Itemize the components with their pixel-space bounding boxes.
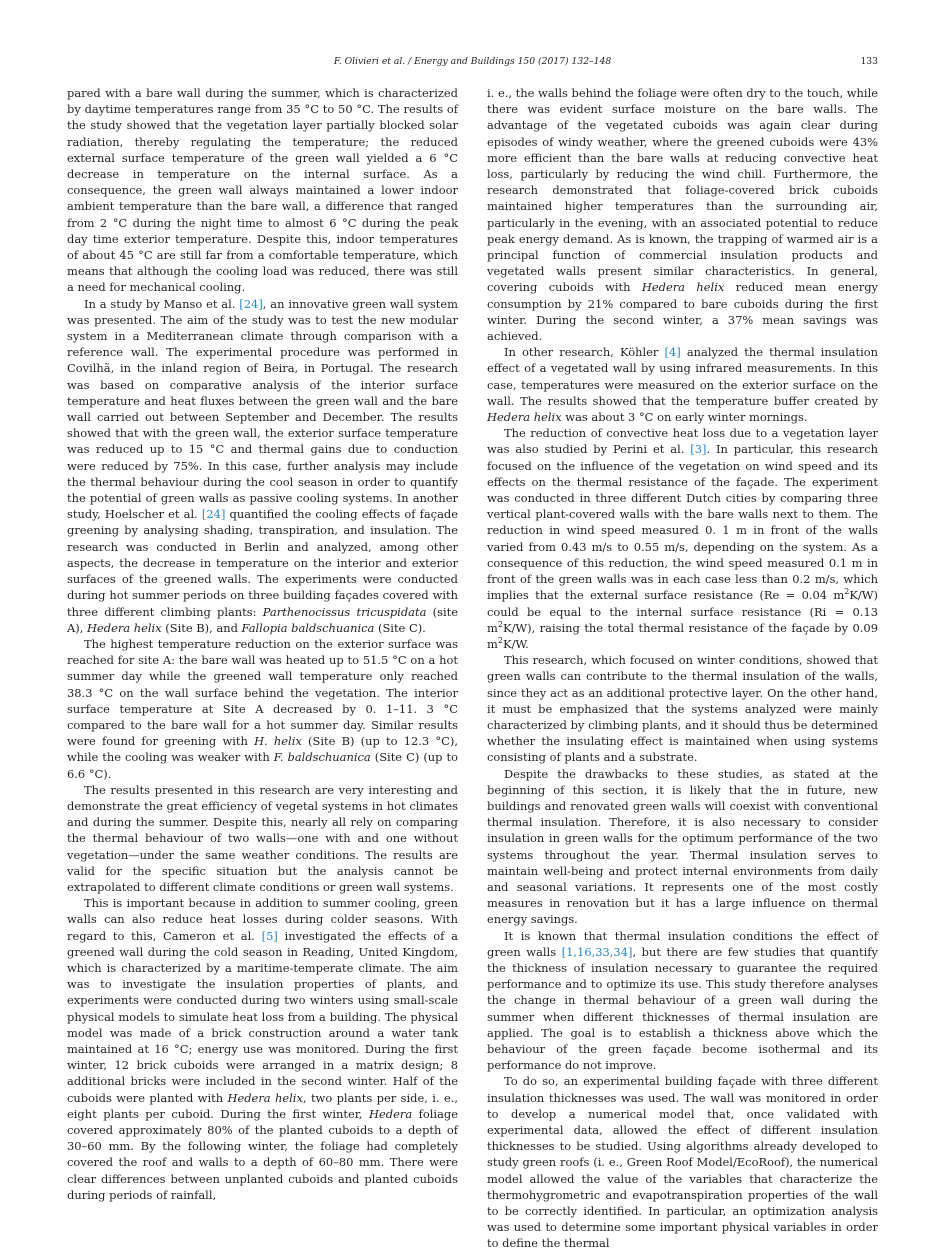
- paragraph: In a study by Manso et al. [24], an innovative green wall system was presented. The aim of the study was to test the new modular system in a Mediterranean climate through comparison with a reference wall. The experimental procedure was performed in Covilhã, in the inland region of Beira, in Portugal. The research was based on comparative analysis of the interior surface temperature and heat fluxes between the green wall and the bare wall carried out between September and December. The results showed that with the green wall, the exterior surface temperature was reduced up to 15 °C and thermal gains due to conduction were reduced by 75%. In this case, further analysis may include the thermal behaviour during the cool season in order to quantify the potential of green walls as passive cooling systems. In another study, Hoelscher et al. [24] quantified the cooling effects of façade greening by analysing shading, transpiration, and insulation. The research was conducted in Berlin and analyzed, among other aspects, the decrease in temperature on the interior and exterior surfaces of the greened walls. The experiments were conducted during hot summer periods on three building façades covered with three different climbing plants: Parthenocissus tricuspidata (site A), Hedera helix (Site B), and Fallopia baldschuanica (Site C).: [67, 296, 458, 635]
- citation-link[interactable]: [5]: [261, 928, 278, 943]
- paragraph: The results presented in this research are very interesting and demonstrate the great efficiency of vegetal systems in hot climates and during the summer. Despite this, nearly all rely on comparing the thermal behaviour of two walls—one with and one without vegetation—under the same weather conditions. The results are valid for the specific situation but the analysis cannot be extrapolated to different climate conditions or green wall systems.: [67, 782, 458, 894]
- citation-link[interactable]: [1,16,33,34]: [561, 944, 633, 959]
- running-header: [67, 56, 878, 70]
- paragraph: The reduction of convective heat loss due to a vegetation layer was also studied by Perini et al. [3]. In particular, this research focused on the influence of the vegetation on wind speed and its effects on the thermal resistance of the façade. The experiment was conducted in three different Dutch cities by comparing three vertical plant-covered walls with the bare walls next to them. The reduction in wind speed measured 0. 1 m in front of the walls varied from 0.43 m/s to 0.55 m/s, depending on the system. As a consequence of this reduction, the wind speed measured 0.1 m in front of the green walls was in each case less than 0.2 m/s, which implies that the external surface resistance (Re = 0.04 $m^2K/W$) could be equal to the internal surface resistance (Ri = 0.13 $m^2K/W$), raising the total thermal resistance of the façade by 0.09 $m^2K/W$.: [487, 426, 878, 651]
- journal-citation: F. Olivieri et al. / Energy and Buildings 150 (2017) 132–148: [333, 56, 612, 67]
- citation-link[interactable]: [4]: [664, 345, 681, 360]
- paragraph: This research, which focused on winter conditions, showed that green walls can contribute to the thermal insulation of the walls, since they act as an additional protective layer. On the other hand, it must be emphasized that the systems analyzed were mainly characterized by climbing plants, and it should thus be determined whether the insulating effect is maintained when using systems consisting of plants and a substrate.: [487, 653, 878, 765]
- paragraph: The highest temperature reduction on the exterior surface was reached for site A: the bare wall was heated up to 51.5 °C on a hot summer day while the greened wall temperature only reached 38.3 °C on the wall surface behind the vegetation. The interior surface temperature at Site A decreased by 0. 1–11. 3 °C compared to the bare wall for a hot summer day. Similar results were found for greening with H. helix (Site B) (up to 12.3 °C), while the cooling was weaker with F. baldschuanica (Site C) (up to 6.6 °C).: [67, 636, 458, 781]
- paragraph: It is known that thermal insulation conditions the effect of green walls [1,16,33,34], but there are few studies that quantify the thickness of insulation necessary to guarantee the required performance and to optimize its use. This study therefore analyses the change in thermal behaviour of a green wall during the summer when different thicknesses of thermal insulation are applied. The goal is to establish a thickness above which the behaviour of the green façade become isothermal and its performance do not improve.: [487, 928, 878, 1073]
- paragraph: To do so, an experimental building façade with three different insulation thicknesses was used. The wall was monitored in order to develop a numerical model that, once validated with experimental data, allowed the effect of different insulation thicknesses to be studied. Using algorithms already developed to study green roofs (i. e., Green Roof Model/EcoRoof), the numerical model allowed the value of the variables that characterize the thermohygrometric and evapotranspiration properties of the wall to be correctly identified. In particular, an optimization analysis was used to determine some important physical variables in order to define the thermal: [487, 1074, 878, 1251]
- right-column: [487, 85, 878, 1252]
- paragraph: pared with a bare wall during the summer, which is characterized by daytime temperatures range from 35 °C to 50 °C. The results of the study showed that the vegetation layer partially blocked solar radiation, thereby regulating the temperature; the reduced external surface temperature of the green wall yielded a 6 °C decrease in temperature on the internal surface. As a consequence, the green wall always maintained a lower indoor ambient temperature than the bare wall, a difference that ranged from 2 °C during the night time to almost 6 °C during the peak day time exterior temperature. Despite this, indoor temperatures of about 45 °C are still far from a comfortable temperature, which means that although the cooling load was reduced, there was still a need for mechanical cooling.: [67, 86, 458, 295]
- page-number: 133: [860, 56, 878, 67]
- left-column: [67, 85, 458, 1203]
- citation-link[interactable]: [3]: [690, 442, 707, 457]
- citation-link[interactable]: [24]: [201, 507, 226, 522]
- paragraph: This is important because in addition to summer cooling, green walls can also reduce heat losses during colder seasons. With regard to this, Cameron et al. [5] investigated the effects of a greened wall during the cold season in Reading, United Kingdom, which is characterized by a maritime-temperate climate. The aim was to investigate the insulation properties of plants, and experiments were conducted during two winters using small-scale physical models to simulate heat loss from a building. The physical model was made of a brick construction around a water tank maintained at 16 °C; energy use was monitored. During the first winter, 12 brick cuboids were arranged in a matrix design; 8 additional bricks were included in the second winter. Half of the cuboids were planted with Hedera helix, two plants per side, i. e., eight plants per cuboid. During the first winter, Hedera foliage covered approximately 80% of the planted cuboids to a depth of 30–60 mm. By the following winter, the foliage had completely covered the roof and walls to a depth of 60–80 mm. There were clear differences between unplanted cuboids and planted cuboids during periods of rainfall,: [67, 896, 459, 1202]
- paragraph: Despite the drawbacks to these studies, as stated at the beginning of this section, it is likely that the in future, new buildings and renovated green walls will coexist with conventional thermal insulation. Therefore, it is also necessary to consider insulation in green walls for the optimum performance of the two systems throughout the year. Thermal insulation serves to maintain well-being and protect internal environments from daily and seasonal variations. It represents one of the most costly measures in renovation but it has a large influence on thermal energy savings.: [487, 766, 878, 927]
- paragraph: In other research, Köhler [4] analyzed the thermal insulation effect of a vegetated wall by using infrared measurements. In this case, temperatures were measured on the exterior surface on the wall. The results showed that the temperature buffer created by Hedera helix was about 3 °C on early winter mornings.: [487, 345, 879, 425]
- citation-link[interactable]: [24]: [239, 296, 263, 311]
- paragraph: i. e., the walls behind the foliage were often dry to the touch, while there was evident surface moisture on the bare walls. The advantage of the vegetated cuboids was again clear during episodes of windy weather, where the greened cuboids were 43% more efficient than the bare walls at reducing convective heat loss, particularly by reducing the wind chill. Furthermore, the research demonstrated that foliage-covered brick cuboids maintained higher temperatures than the surrounding air, particularly in the evening, with an associated potential to reduce peak energy demand. As is known, the trapping of warmed air is a principal function of commercial insulation products and vegetated walls present similar characteristics. In general, covering cuboids with Hedera helix reduced mean energy consumption by 21% compared to bare cuboids during the first winter. During the second winter, a 37% mean savings was achieved.: [487, 86, 878, 344]
